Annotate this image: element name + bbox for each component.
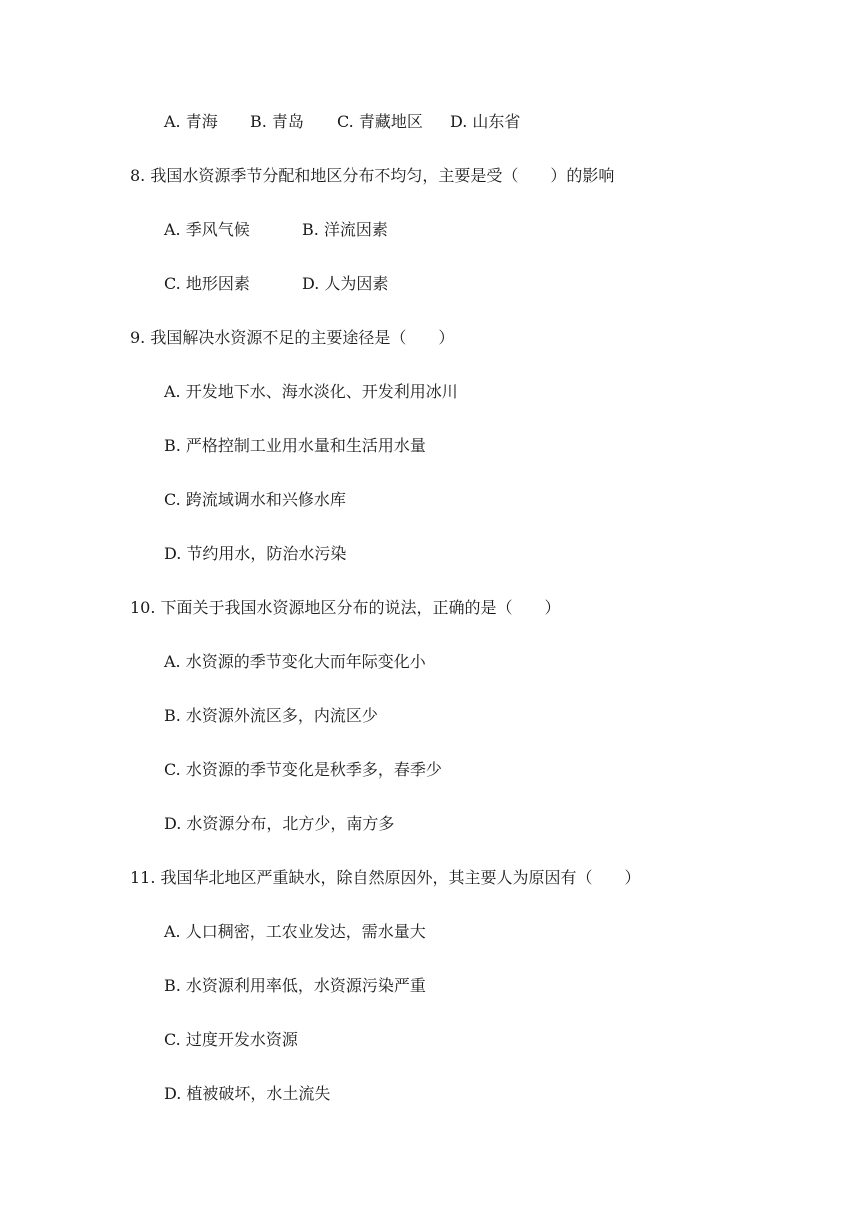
q8-option-a: A. 季风气候 xyxy=(164,220,250,239)
q9-option-d: D. 节约用水，防治水污染 xyxy=(164,544,347,563)
q10-option-c: C. 水资源的季节变化是秋季多，春季少 xyxy=(164,760,442,779)
q9-stem: 9. 我国解决水资源不足的主要途径是（ ） xyxy=(130,328,455,347)
q7-option-b: B. 青岛 xyxy=(250,112,304,131)
q9-option-b: B. 严格控制工业用水量和生活用水量 xyxy=(164,436,426,455)
q9-option-c: C. 跨流域调水和兴修水库 xyxy=(164,490,346,509)
q7-option-a: A. 青海 xyxy=(164,112,218,131)
q11-option-b: B. 水资源利用率低，水资源污染严重 xyxy=(164,976,426,995)
q7-option-d: D. 山东省 xyxy=(450,112,521,131)
q8-option-b: B. 洋流因素 xyxy=(302,220,388,239)
q8-options-row-1 xyxy=(164,220,564,240)
q8-options-row-2 xyxy=(164,274,564,294)
q7-options-row xyxy=(164,112,764,132)
q10-option-d: D. 水资源分布，北方少，南方多 xyxy=(164,814,395,833)
q11-option-a: A. 人口稠密，工农业发达，需水量大 xyxy=(164,922,426,941)
q9-option-a: A. 开发地下水、海水淡化、开发利用冰川 xyxy=(164,382,458,401)
q10-option-b: B. 水资源外流区多，内流区少 xyxy=(164,706,378,725)
q8-option-d: D. 人为因素 xyxy=(302,274,389,293)
q8-option-c: C. 地形因素 xyxy=(164,274,250,293)
q10-stem: 10. 下面关于我国水资源地区分布的说法，正确的是（ ） xyxy=(130,598,561,617)
q11-option-d: D. 植被破坏，水土流失 xyxy=(164,1084,331,1103)
q11-option-c: C. 过度开发水资源 xyxy=(164,1030,298,1049)
q11-stem: 11. 我国华北地区严重缺水，除自然原因外，其主要人为原因有（ ） xyxy=(130,868,641,887)
q7-option-c: C. 青藏地区 xyxy=(337,112,423,131)
q10-option-a: A. 水资源的季节变化大而年际变化小 xyxy=(164,652,426,671)
q8-stem: 8. 我国水资源季节分配和地区分布不均匀，主要是受（ ）的影响 xyxy=(130,166,615,185)
